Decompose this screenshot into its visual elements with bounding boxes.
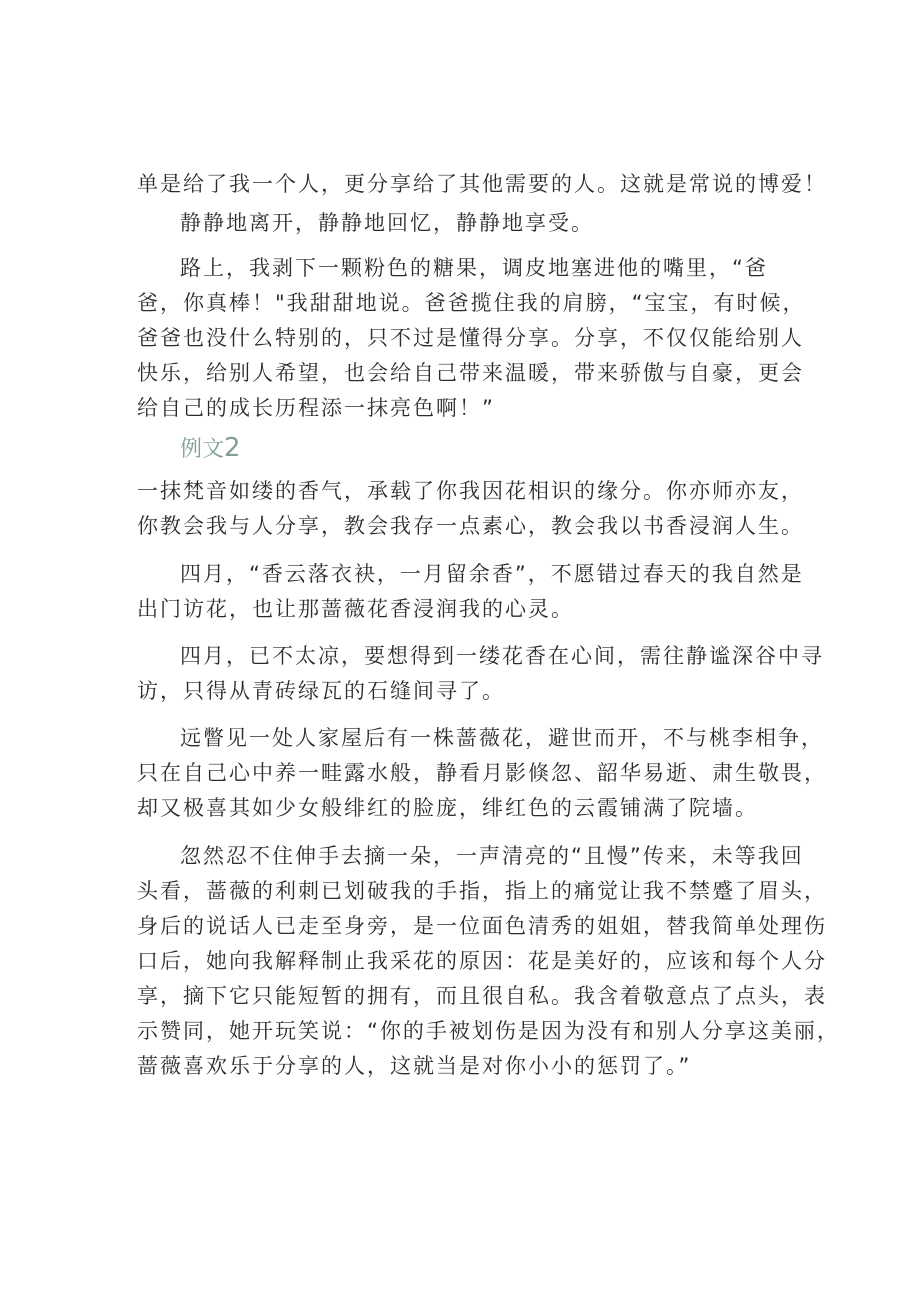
paragraph-line: 静静地离开，静静地回忆，静静地享受。 bbox=[180, 211, 594, 235]
paragraph-line: 示赞同，她开玩笑说：“你的手被划伤是因为没有和别人分享这美丽， bbox=[137, 1019, 840, 1043]
paragraph-line: 四月，已不太凉，要想得到一缕花香在心间，需往静谧深谷中寻 bbox=[180, 644, 824, 668]
paragraph-line: 访，只得从青砖绿瓦的石缝间寻了。 bbox=[137, 679, 505, 703]
paragraph-line: 蔷薇喜欢乐于分享的人，这就当是对你小小的惩罚了。” bbox=[137, 1054, 692, 1078]
paragraph-line: 爸爸也没什么特别的，只不过是懂得分享。分享，不仅仅能给别人 bbox=[137, 326, 804, 350]
paragraph-line: 单是给了我一个人，更分享给了其他需要的人。这就是常说的博爱！ bbox=[137, 172, 827, 196]
paragraph-line: 出门访花，也让那蔷薇花香浸润我的心灵。 bbox=[137, 597, 574, 621]
paragraph-line: 你教会我与人分享，教会我存一点素心，教会我以书香浸润人生。 bbox=[137, 514, 804, 538]
paragraph-line: 四月，“香云落衣袂，一月留余香”，不愿错过春天的我自然是 bbox=[180, 562, 804, 586]
paragraph-line: 路上，我剥下一颗粉色的糖果，调皮地塞进他的嘴里，“爸 bbox=[180, 256, 768, 280]
paragraph-line: 爸，你真棒！"我甜甜地说。爸爸揽住我的肩膀，“宝宝，有时候， bbox=[137, 291, 806, 315]
paragraph-line: 只在自己心中养一畦露水般，静看月影倏忽、韶华易逝、肃生敬畏， bbox=[137, 761, 827, 785]
paragraph-line: 忽然忍不住伸手去摘一朵，一声清亮的“且慢”传来，未等我回 bbox=[180, 844, 804, 868]
paragraph-line: 快乐，给别人希望，也会给自己带来温暖，带来骄傲与自豪，更会 bbox=[137, 361, 804, 385]
paragraph-line: 身后的说话人已走至身旁，是一位面色清秀的姐姐，替我简单处理伤 bbox=[137, 914, 827, 938]
paragraph-line: 头看，蔷薇的利刺已划破我的手指，指上的痛觉让我不禁蹙了眉头， bbox=[137, 879, 827, 903]
paragraph-line: 享，摘下它只能短暂的拥有，而且很自私。我含着敬意点了点头，表 bbox=[137, 984, 827, 1008]
paragraph-line: 给自己的成长历程添一抹亮色啊！” bbox=[137, 396, 495, 420]
heading-number: 2 bbox=[224, 433, 241, 463]
paragraph-line: 远瞥见一处人家屋后有一株蔷薇花，避世而开，不与桃李相争， bbox=[180, 726, 824, 750]
paragraph-line: 一抹梵音如缕的香气，承载了你我因花相识的缘分。你亦师亦友， bbox=[137, 479, 804, 503]
paragraph-line: 却又极喜其如少女般绯红的脸庞，绯红色的云霞铺满了院墙。 bbox=[137, 796, 758, 820]
paragraph-line: 口后，她向我解释制止我采花的原因：花是美好的，应该和每个人分 bbox=[137, 949, 827, 973]
section-heading bbox=[180, 430, 241, 466]
heading-label: 例文 bbox=[180, 437, 225, 462]
